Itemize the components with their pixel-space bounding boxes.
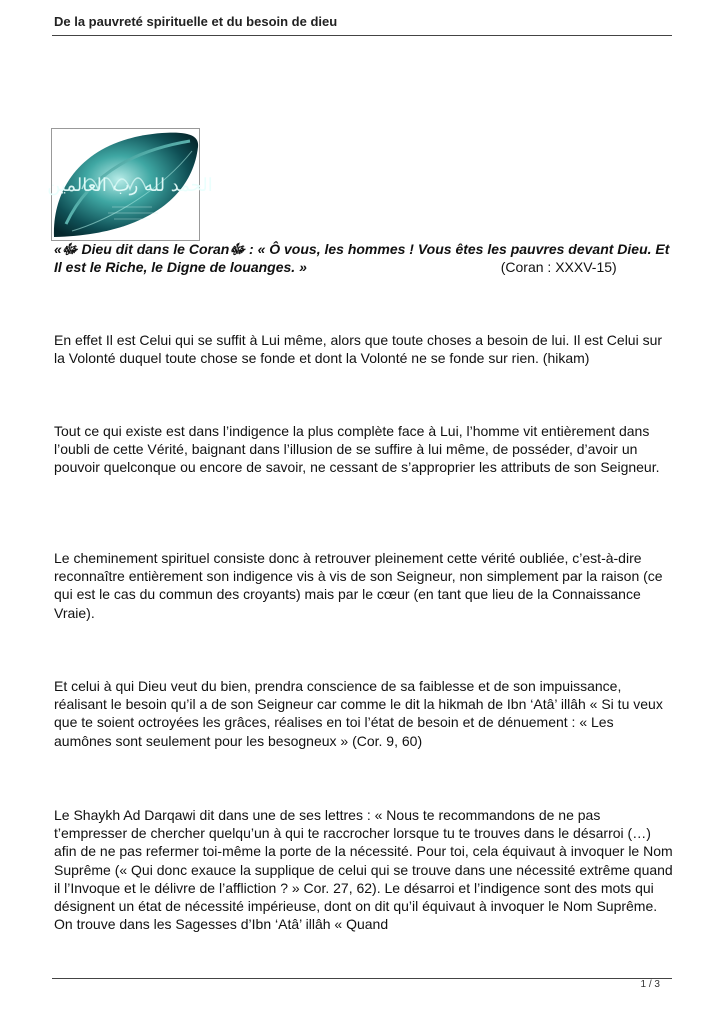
paragraph-1: En effet Il est Celui qui se suffit à Lui même, alors que toute choses a besoin de lui. Il est Celui sur la Volonté duquel toute chose se fonde et dont la Volonté ne se fonde sur rien. (hikam) — [54, 332, 663, 367]
banner-calligraphy: الحمد لله رب العالمين — [47, 175, 213, 196]
paragraph-4: Et celui à qui Dieu veut du bien, prendra conscience de sa faiblesse et de son impuissance, réalisant le besoin qu’il a de son Seigneur car comme le dit la hikmah de Ibn ‘Atâ’ illâh « Si tu veux que te soient octroyées les grâces, réalises en toi l’état de besoin et de dénuement : « Les aumônes sont seulement pour les besogneux » (Cor. 9, 60) — [54, 678, 663, 749]
paragraph-5: Le Shaykh Ad Darqawi dit dans une de ses lettres : « Nous te recommandons de ne pas t’empresser de chercher quelqu’un à qui te raccrocher lorsque tu te trouves dans le désarroi (…) afin de ne pas refermer toi-même la porte de la nécessité. Pour toi, cela équivaut à invoquer le Nom Suprême (« Qui donc exauce la supplique de celui qui se trouve dans une nécessité extrême quand il l’Invoque et le délivre de l’affliction ? » Cor. 27, 62). Le désarroi et l’indigence sont des mots qui désignent un état de nécessité impérieuse, dont on dit qu’il équivaut à invoquer le Nom Suprême. On trouve dans les Sagesses d’Ibn ‘Atâ’ illâh « Quand — [54, 807, 673, 933]
quran-quote-block — [54, 240, 674, 276]
quote-text: «ﷻ Dieu dit dans le Coranﷻ : « Ô vous, les hommes ! Vous êtes les pauvres devant Dieu. Et Il est le Riche, le Digne de louanges. » — [54, 241, 670, 275]
page-number: 1 / 3 — [640, 979, 660, 990]
calligraphy-banner-image — [47, 128, 213, 241]
header-divider — [52, 35, 672, 36]
page-header-title: De la pauvreté spirituelle et du besoin de dieu — [54, 14, 338, 29]
paragraph-2: Tout ce qui existe est dans l’indigence la plus complète face à Lui, l’homme vit entièrement dans l’oubli de cette Vérité, baignant dans l’illusion de se suffire à lui même, de posséder, d’avoir un pouvoir quelconque ou encore de savoir, ne cessant de s’approprier les attributs de son Seigneur. — [54, 423, 660, 476]
footer-divider — [52, 978, 672, 979]
quote-reference: (Coran : XXXV-15) — [500, 259, 617, 275]
paragraph-3: Le cheminement spirituel consiste donc à retrouver pleinement cette vérité oubliée, c’est-à-dire reconnaître entièrement son indigence vis à vis de son Seigneur, non simplement par la raison (ce qui est le cas du commun des croyants) mais par le cœur (en tant que lieu de la Connaissance Vraie). — [54, 550, 663, 621]
